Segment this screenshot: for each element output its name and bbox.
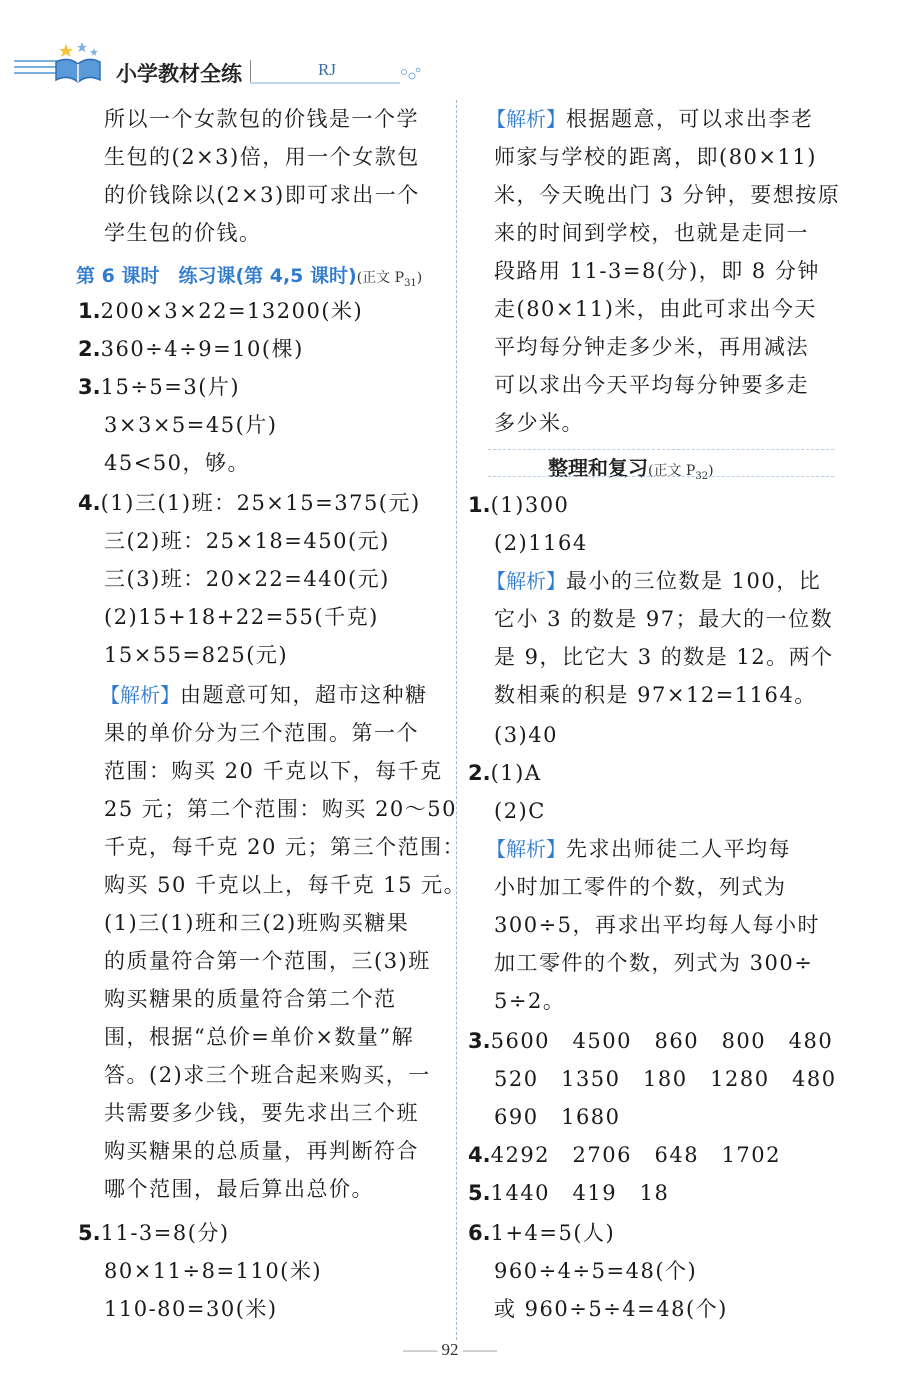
- question-number: 4.: [468, 1143, 491, 1167]
- question-4: [78, 484, 421, 522]
- answer-text: (1)三(1)班：25×15=375(元): [100, 491, 421, 515]
- question-6: [468, 1214, 615, 1252]
- analysis-line: 数相乘的积是 97×12=1164。: [494, 683, 817, 707]
- answer-line: 三(3)班：20×22=440(元): [104, 567, 390, 591]
- question-number: 4.: [78, 491, 101, 515]
- question-number: 2.: [78, 337, 101, 361]
- answer-text: (1)A: [490, 761, 542, 785]
- question-1: [468, 486, 569, 524]
- analysis-line: 购买糖果的质量符合第二个范: [104, 987, 397, 1011]
- section-title-text: 整理和复习: [548, 456, 648, 480]
- answer-line: (2)C: [494, 799, 546, 823]
- analysis-line: 【解析】由题意可知，超市这种糖: [100, 676, 428, 714]
- lesson-page-ref: (正文 $P_{31}$): [356, 270, 423, 289]
- page-header: [0, 0, 900, 96]
- answer-line: 110-80=30(米): [104, 1297, 278, 1321]
- edition-label: RJ: [318, 60, 336, 79]
- analysis-line: 米，今天晚出门 3 分钟，要想按原: [494, 183, 841, 207]
- lesson-title: [76, 261, 422, 289]
- question-2: [78, 330, 304, 368]
- analysis-line: 【解析】根据题意，可以求出李老: [486, 100, 814, 138]
- answer-line: 或 960÷5÷4=48(个): [494, 1297, 728, 1321]
- answer-text: 15÷5=3(片): [100, 375, 241, 399]
- answer-line: 15×55=825(元): [104, 643, 289, 667]
- analysis-line: 平均每分钟走多少米，再用减法: [494, 335, 809, 359]
- analysis-line: 它小 3 的数是 97；最大的一位数: [494, 607, 834, 631]
- question-5: [78, 1214, 230, 1252]
- analysis-line: 【解析】先求出师徒二人平均每: [486, 830, 791, 868]
- analysis-line: 的质量符合第一个范围，三(3)班: [104, 949, 431, 973]
- answer-text: 360÷4÷9=10(棵): [100, 337, 304, 361]
- analysis-line: 加工零件的个数，列式为 300÷: [494, 951, 814, 975]
- answer-line: 3×3×5=45(片): [104, 413, 278, 437]
- analysis-tag: 【解析】: [486, 569, 566, 593]
- page-number: —— 92 ——: [0, 1340, 900, 1360]
- answer-text: 1440 419 18: [490, 1181, 670, 1205]
- section-page-ref: (正文 $P_{32}$): [648, 463, 714, 482]
- answer-text: 5600 4500 860 800 480: [490, 1029, 834, 1053]
- analysis-line: 果的单价分为三个范围。第一个: [104, 721, 419, 745]
- analysis-line: 是 9，比它大 3 的数是 12。两个: [494, 645, 834, 669]
- analysis-line: 小时加工零件的个数，列式为: [494, 875, 787, 899]
- section-title: [548, 452, 714, 482]
- answer-line: 690 1680: [494, 1105, 621, 1129]
- section-rule-bottom: [488, 476, 834, 477]
- analysis-line: 25 元；第二个范围：购买 20～50: [104, 797, 458, 821]
- question-number: 1.: [468, 493, 491, 517]
- answer-line: 45<50，够。: [104, 451, 251, 475]
- analysis-line: 购买 50 千克以上，每千克 15 元。: [104, 873, 467, 897]
- header-dots-decoration: [400, 66, 422, 82]
- analysis-line: 围，根据“总价=单价×数量”解: [104, 1025, 415, 1049]
- question-1: [78, 292, 363, 330]
- answer-line: (2)15+18+22=55(千克): [104, 605, 379, 629]
- analysis-line: 5÷2。: [494, 989, 566, 1013]
- answer-line: (2)1164: [494, 531, 588, 555]
- column-divider: [456, 100, 457, 1340]
- intro-line: 的价钱除以(2×3)即可求出一个: [104, 183, 420, 207]
- answer-line: 520 1350 180 1280 480: [494, 1067, 837, 1091]
- question-number: 5.: [468, 1181, 491, 1205]
- analysis-line: 哪个范围，最后算出总价。: [104, 1177, 374, 1201]
- question-3: [468, 1022, 833, 1060]
- question-number: 3.: [78, 375, 101, 399]
- question-3: [78, 368, 240, 406]
- book-stars-icon: [52, 40, 104, 86]
- analysis-line: 千克，每千克 20 元；第三个范围：: [104, 835, 466, 859]
- analysis-tag: 【解析】: [486, 107, 566, 131]
- book-title: 小学教材全练: [116, 62, 242, 86]
- section-rule-top: [488, 449, 834, 450]
- question-number: 3.: [468, 1029, 491, 1053]
- answer-line: 80×11÷8=110(米): [104, 1259, 323, 1283]
- analysis-line: 共需要多少钱，要先求出三个班: [104, 1101, 419, 1125]
- answer-line: 三(2)班：25×18=450(元): [104, 529, 390, 553]
- analysis-line: 300÷5，再求出平均每人每小时: [494, 913, 821, 937]
- answer-text: 1+4=5(人): [490, 1221, 616, 1245]
- analysis-line: 答。(2)求三个班合起来购买，一: [104, 1063, 431, 1087]
- analysis-line: 购买糖果的总质量，再判断符合: [104, 1139, 419, 1163]
- lesson-title-text: 第 6 课时 练习课(第 4,5 课时): [76, 265, 357, 287]
- question-4: [468, 1136, 781, 1174]
- analysis-line: 【解析】最小的三位数是 100，比: [486, 562, 821, 600]
- answer-line: 960÷4÷5=48(个): [494, 1259, 698, 1283]
- analysis-line: 可以求出今天平均每分钟要多走: [494, 373, 809, 397]
- answer-text: 200×3×22=13200(米): [100, 299, 364, 323]
- question-number: 6.: [468, 1221, 491, 1245]
- question-number: 2.: [468, 761, 491, 785]
- question-number: 1.: [78, 299, 101, 323]
- header-separator: [250, 60, 251, 84]
- analysis-tag: 【解析】: [100, 683, 180, 707]
- analysis-line: 师家与学校的距离，即(80×11): [494, 145, 817, 169]
- analysis-line: (1)三(1)班和三(2)班购买糖果: [104, 911, 410, 935]
- answer-text: (1)300: [490, 493, 570, 517]
- header-rule: [250, 82, 400, 84]
- intro-line: 学生包的价钱。: [104, 221, 262, 245]
- question-5: [468, 1174, 669, 1212]
- intro-line: 生包的(2×3)倍，用一个女款包: [104, 145, 420, 169]
- analysis-line: 来的时间到学校，也就是走同一: [494, 221, 809, 245]
- analysis-line: 段路用 11-3=8(分)，即 8 分钟: [494, 259, 820, 283]
- answer-text: 11-3=8(分): [100, 1221, 230, 1245]
- answer-text: 4292 2706 648 1702: [490, 1143, 782, 1167]
- analysis-tag: 【解析】: [486, 837, 566, 861]
- analysis-line: 多少米。: [494, 411, 584, 435]
- analysis-line: 走(80×11)米，由此可求出今天: [494, 297, 817, 321]
- question-number: 5.: [78, 1221, 101, 1245]
- answer-line: (3)40: [494, 723, 558, 747]
- intro-line: 所以一个女款包的价钱是一个学: [104, 107, 419, 131]
- analysis-line: 范围：购买 20 千克以下，每千克: [104, 759, 443, 783]
- question-2: [468, 754, 542, 792]
